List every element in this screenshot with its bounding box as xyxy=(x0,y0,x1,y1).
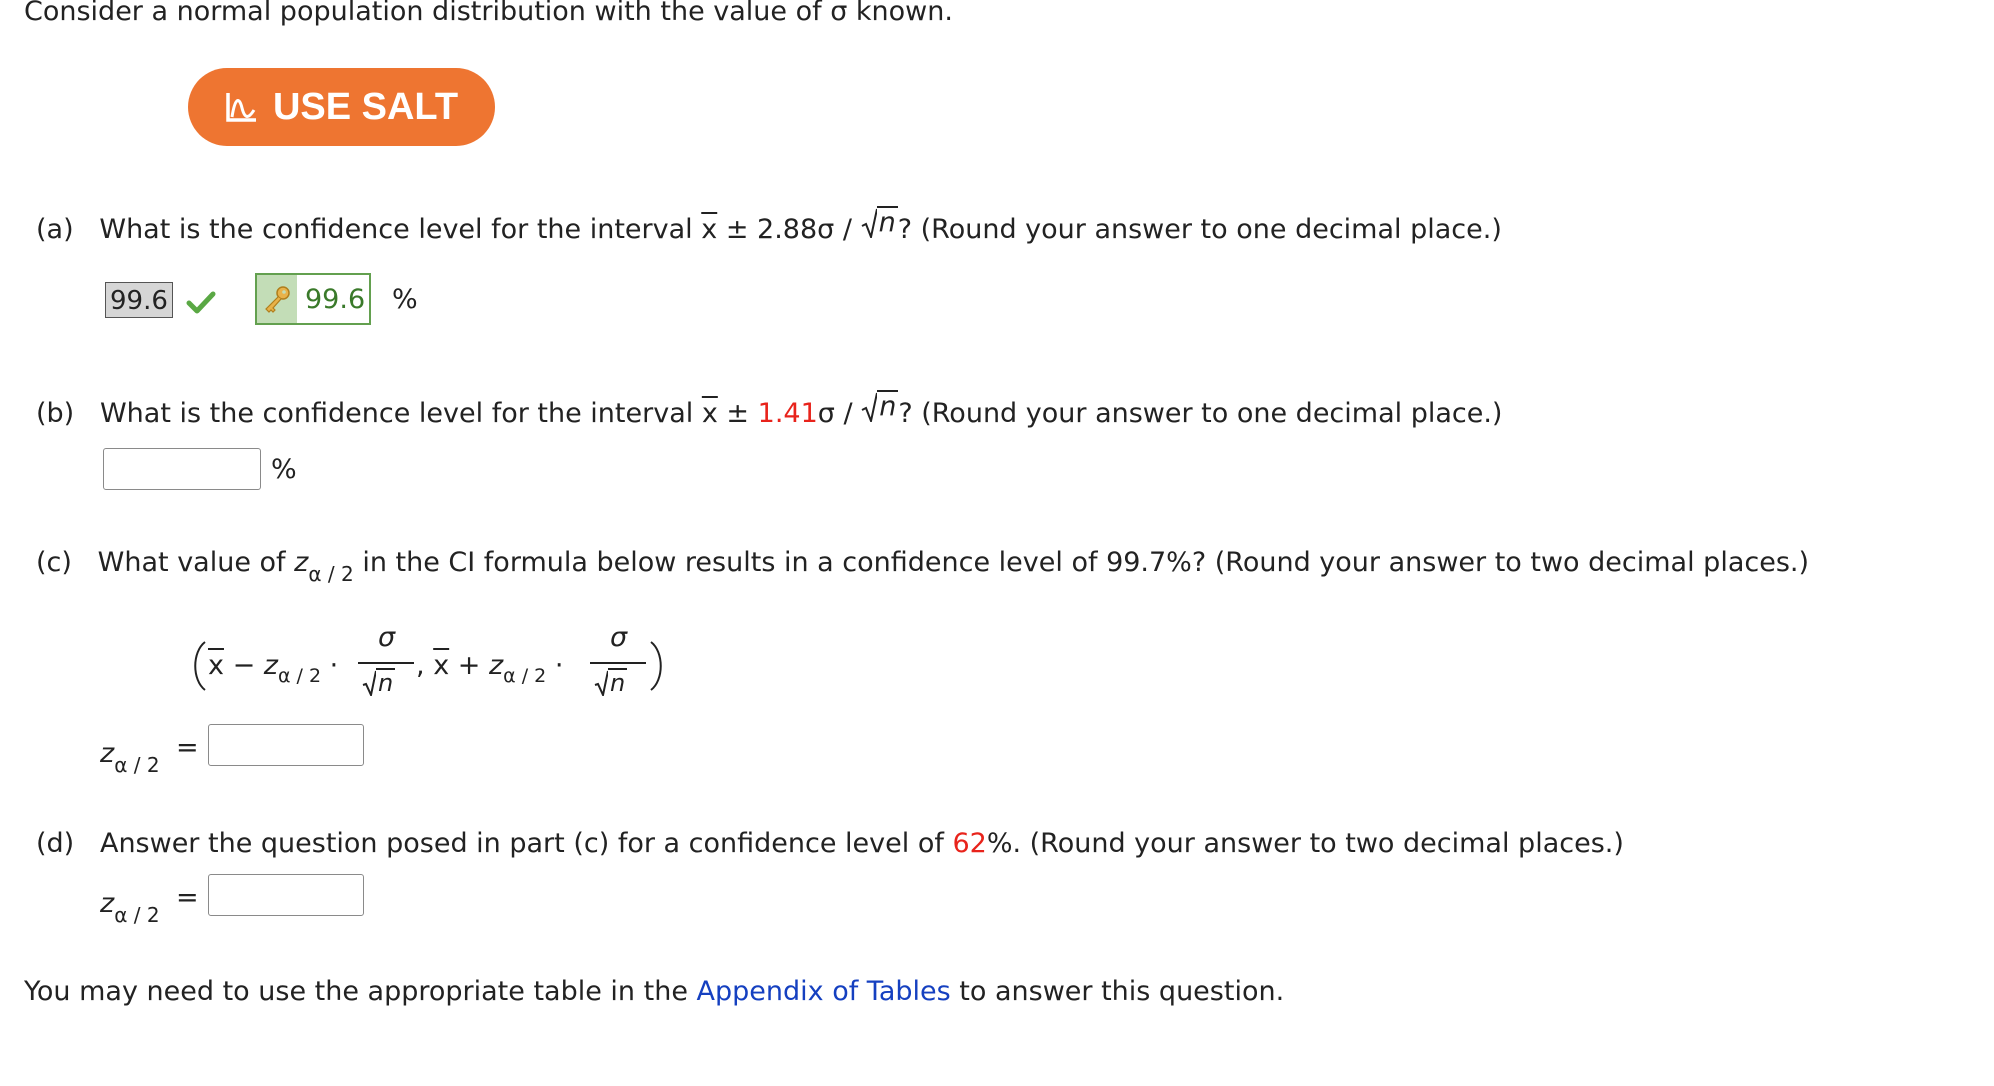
part-a-label: (a) xyxy=(36,214,74,245)
slash: / xyxy=(843,398,853,429)
part-b-question xyxy=(36,390,1502,432)
formula-xbar: $\overline{x}$ xyxy=(433,650,450,681)
xbar: $\overline{x}$ xyxy=(701,214,718,245)
part-c-question xyxy=(36,545,1810,586)
part-a-instructions: ? (Round your answer to one decimal place.) xyxy=(897,214,1502,245)
fraction-bar-1 xyxy=(358,662,414,664)
part-c-text: What value of xyxy=(97,547,286,578)
part-c-answer-label xyxy=(100,736,160,777)
part-c-label: (c) xyxy=(36,547,72,578)
slash: / xyxy=(842,214,852,245)
formula-minus: − xyxy=(232,650,256,681)
formula-z: z xyxy=(263,650,278,681)
part-a-unit: % xyxy=(392,284,418,315)
formula-xbar: $\overline{x}$ xyxy=(208,650,224,681)
z-symbol: z xyxy=(294,547,309,578)
fraction-bar-2 xyxy=(590,662,646,664)
formula-plus: + xyxy=(457,650,481,681)
sqrt-n xyxy=(861,206,898,238)
n: n xyxy=(610,669,626,697)
part-a-coefficient: 2.88σ xyxy=(757,214,835,245)
plus-minus: ± xyxy=(725,214,749,245)
part-d-label: (d) xyxy=(36,828,75,859)
sigma: σ xyxy=(817,398,835,429)
z-subscript: α / 2 xyxy=(308,562,354,586)
formula-dot: · xyxy=(554,650,564,681)
formula-z-sub: α / 2 xyxy=(277,665,322,687)
intro-text: Consider a normal population distribution with the value of σ known. xyxy=(24,0,953,27)
part-b-text: What is the confidence level for the interval xyxy=(99,398,694,429)
part-c-instructions: in the CI formula below results in a confidence level of 99.7%? (Round your answer to two decimal places.) xyxy=(362,547,1810,578)
key-icon xyxy=(257,275,297,323)
use-salt-button[interactable] xyxy=(188,68,495,146)
appendix-of-tables-link[interactable]: Appendix of Tables xyxy=(696,976,951,1007)
footer-after: to answer this question. xyxy=(959,976,1285,1007)
correct-answer-value: 99.6 xyxy=(305,283,366,315)
footer-before: You may need to use the appropriate table in the xyxy=(24,976,688,1007)
sqrt-icon xyxy=(594,670,608,696)
xbar: $\overline{x}$ xyxy=(701,398,718,429)
formula-sqrt-n-1 xyxy=(362,668,395,700)
part-b-coefficient: 1.41 xyxy=(757,398,818,429)
sqrt-n xyxy=(861,390,898,422)
n: n xyxy=(878,207,896,238)
part-a-question xyxy=(36,206,1502,248)
formula-z-sub: α / 2 xyxy=(503,665,547,687)
sqrt-icon xyxy=(861,208,877,238)
formula-sqrt-n-2 xyxy=(594,668,627,700)
footer-text xyxy=(24,974,1284,1010)
part-b-unit: % xyxy=(271,454,297,485)
correct-answer-box xyxy=(255,273,371,325)
part-d-question xyxy=(36,826,1624,862)
formula-dot: · xyxy=(329,650,339,681)
z-subscript: α / 2 xyxy=(114,753,160,777)
formula-sigma-1: σ xyxy=(378,622,396,653)
part-b-label: (b) xyxy=(36,398,75,429)
part-c-answer-input[interactable] xyxy=(208,724,364,766)
z-subscript: α / 2 xyxy=(114,903,160,927)
given-answer-box: 99.6 xyxy=(105,282,173,318)
part-d-answer-label xyxy=(100,886,160,927)
sqrt-icon xyxy=(362,670,376,696)
n: n xyxy=(879,391,897,422)
z-symbol: z xyxy=(100,738,115,769)
use-salt-label: USE SALT xyxy=(272,85,459,128)
salt-logo-icon xyxy=(225,90,259,124)
formula-z: z xyxy=(488,650,504,681)
part-b-instructions: ? (Round your answer to one decimal place.) xyxy=(898,398,1503,429)
z-symbol: z xyxy=(100,888,115,919)
equals-sign: = xyxy=(176,882,199,913)
plus-minus: ± xyxy=(726,398,750,429)
right-paren xyxy=(648,640,668,692)
sqrt-icon xyxy=(861,392,877,422)
formula-sigma-2: σ xyxy=(610,622,628,653)
part-d-text: Answer the question posed in part (c) for a confidence level of xyxy=(99,828,944,859)
formula-comma: , xyxy=(416,650,425,681)
checkmark-icon xyxy=(186,290,216,316)
part-b-answer-input[interactable] xyxy=(103,448,261,490)
formula-right-part xyxy=(416,648,563,686)
part-d-level: 62 xyxy=(952,828,987,859)
part-a-text: What is the confidence level for the interval xyxy=(99,214,693,245)
part-d-answer-input[interactable] xyxy=(208,874,364,916)
part-d-instructions: %. (Round your answer to two decimal places.) xyxy=(986,828,1624,859)
left-paren xyxy=(188,640,208,692)
formula-left-part xyxy=(208,648,338,686)
equals-sign: = xyxy=(176,732,199,763)
n: n xyxy=(378,669,394,697)
